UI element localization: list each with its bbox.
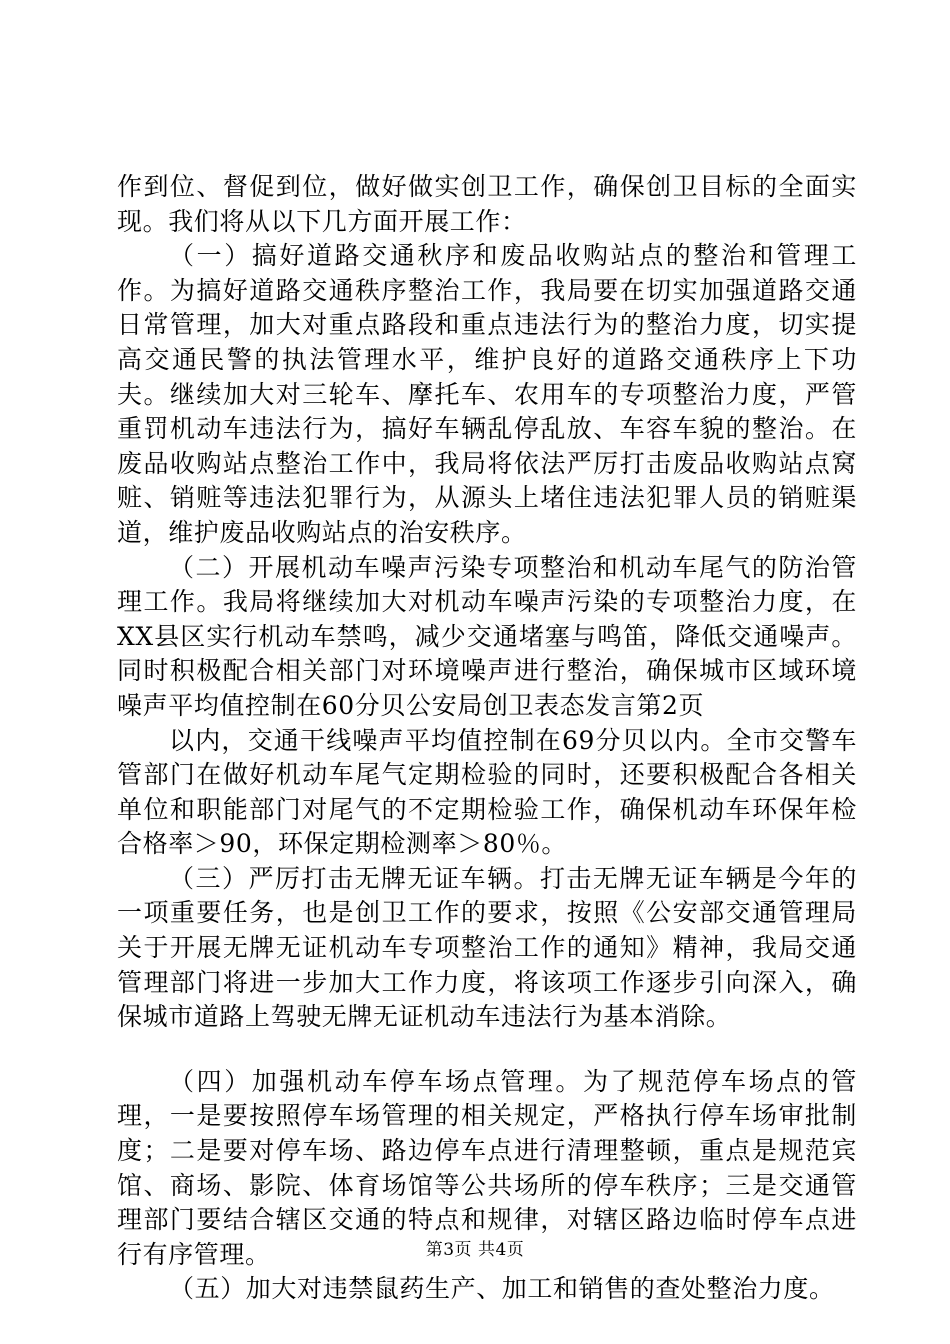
paragraph-section-5: （五）加大对违禁鼠药生产、加工和销售的查处整治力度。 [169, 1274, 835, 1304]
paragraph-continuation: 作到位、督促到位，做好做实创卫工作，确保创卫目标的全面实现。我们将从以下几方面开展工作： [117, 172, 857, 236]
document-body [117, 170, 857, 1307]
paragraph-gap [117, 1035, 857, 1065]
paragraph-section-1: （一）搞好道路交通秋序和废品收购站点的整治和管理工作。为搞好道路交通秩序整治工作，我局要在切实加强道路交通日常管理，加大对重点路段和重点违法行为的整治力度，切实提高交通民警的执法管理水平，维护良好的道路交通秩序上下功夫。继续加大对三轮车、摩托车、农用车的专项整治力度，严管重罚机动车违法行为，搞好车辆乱停乱放、车容车貌的整治。在废品收购站点整治工作中，我局将依法严厉打击废品收购站点窝赃、销赃等违法犯罪行为，从源头上堵住违法犯罪人员的销赃渠道，维护废品收购站点的治安秩序。 [117, 241, 857, 547]
paragraph-section-2-continued: 以内，交通干线噪声平均值控制在69分贝以内。全市交警车管部门在做好机动车尾气定期检验的同时，还要积极配合各相关单位和职能部门对尾气的不定期检验工作，确保机动车环保年检合格率＞90，环保定期检测率＞80％。 [117, 725, 857, 859]
paragraph-section-3: （三）严厉打击无牌无证车辆。打击无牌无证车辆是今年的一项重要任务，也是创卫工作的要求，按照《公安部交通管理局关于开展无牌无证机动车专项整治工作的通知》精神，我局交通管理部门将进一步加大工作力度，将该项工作逐步引向深入，确保城市道路上驾驶无牌无证机动车违法行为基本消除。 [117, 863, 857, 1032]
paragraph-section-2: （二）开展机动车噪声污染专项整治和机动车尾气的防治管理工作。我局将继续加大对机动车噪声污染的专项整治力度，在XX县区实行机动车禁鸣，减少交通堵塞与鸣笛，降低交通噪声。同时积极配合相关部门对环境噪声进行整治，确保城市区域环境噪声平均值控制在60分贝公安局创卫表态发言第2页 [117, 552, 857, 720]
paragraph-section-4: （四）加强机动车停车场点管理。为了规范停车场点的管理，一是要按照停车场管理的相关规定，严格执行停车场审批制度；二是要对停车场、路边停车点进行清理整顿，重点是规范宾馆、商场、影院、体育场馆等公共场所的停车秩序；三是交通管理部门要结合辖区交通的特点和规律，对辖区路边临时停车点进行有序管理。 [117, 1066, 857, 1269]
page-footer: 第3页 共4页 [425, 1240, 525, 1260]
